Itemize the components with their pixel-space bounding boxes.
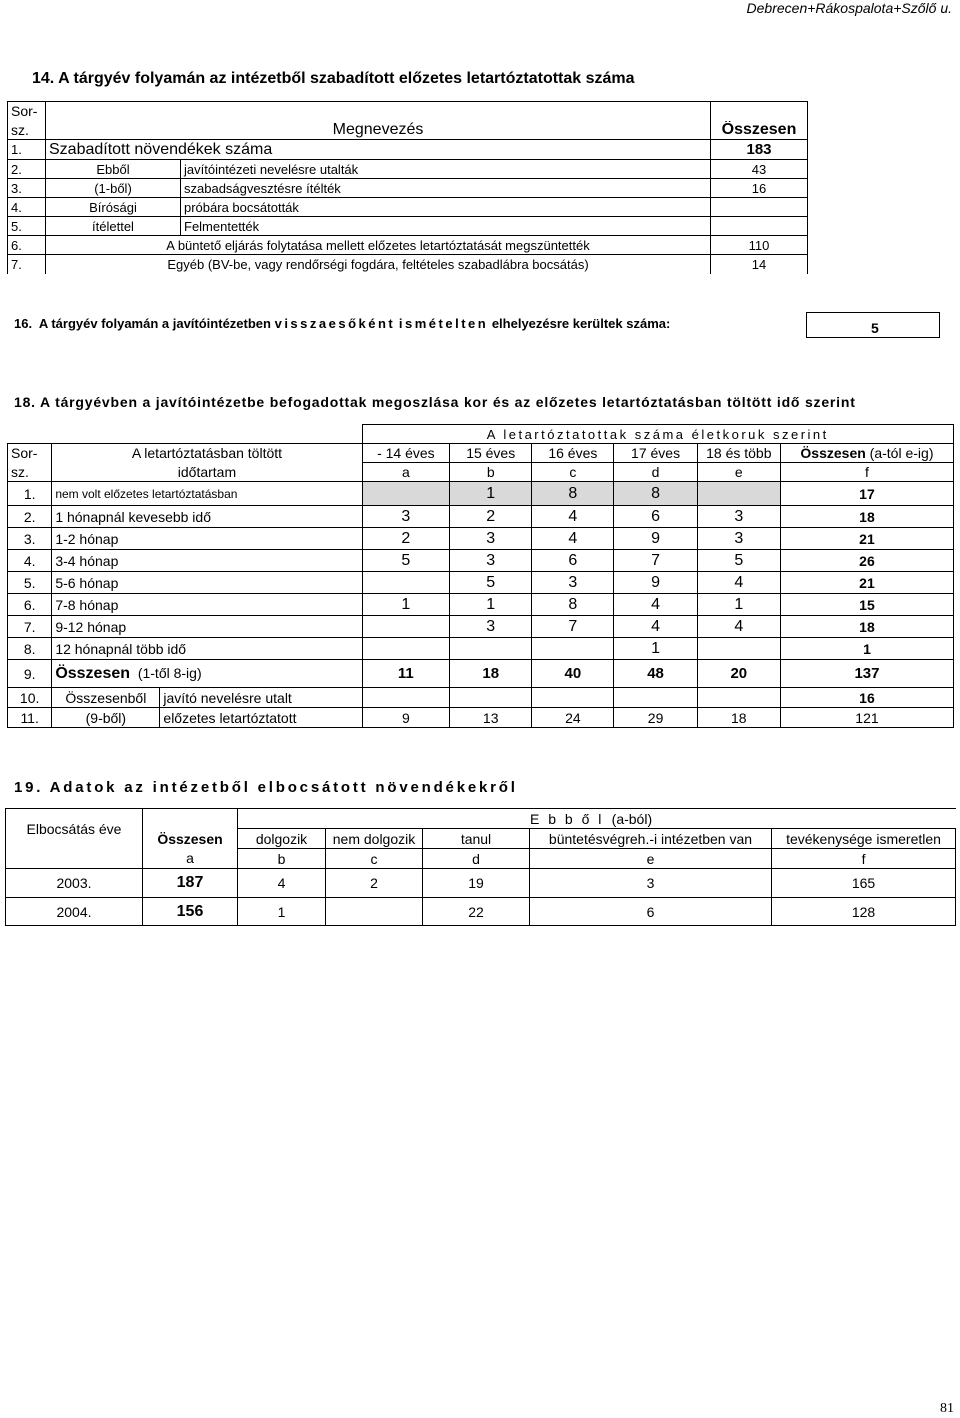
table-row: 10. Összesenből javító nevelésre utalt 16 — [8, 688, 954, 708]
table-row: 11. (9-ből) előzetes letartóztatott 9 13 24 29 18 121 — [8, 708, 954, 728]
section-16-title: 16. A tárgyév folyamán a javítóintézetben visszaesőként ismételten elhelyezésre kerültek száma: — [14, 316, 671, 331]
section-18-title: 18. A tárgyévben a javítóintézetbe befogadottak megoszlása kor és az előzetes letartóztatásban töltött idő szerint — [14, 394, 856, 410]
table-18-header-desc: A letartóztatásban töltött — [52, 444, 362, 463]
table-14 — [7, 101, 808, 274]
section-19-title: 19. Adatok az intézetből elbocsátott növendékekről — [14, 779, 518, 796]
table-row: 8. 12 hónapnál több idő 1 1 — [8, 638, 954, 660]
table-row: 1. Szabadított növendékek száma 183 — [8, 140, 808, 160]
table-row: 3. (1-ből) szabadságvesztésre ítélték 16 — [8, 179, 808, 198]
table-14-header-sor: Sor- — [8, 102, 46, 121]
table-row: 2. 1 hónapnál kevesebb idő 3 2 4 6 3 18 — [8, 506, 954, 528]
table-14-header-name: Megnevezés — [46, 121, 711, 140]
page-header: Debrecen+Rákospalota+Szőlő u. — [746, 0, 952, 16]
table-row: 5. 5-6 hónap 5 3 9 4 21 — [8, 572, 954, 594]
section-14-title: 14. A tárgyév folyamán az intézetből szabadított előzetes letartóztatottak száma — [32, 70, 635, 87]
table-row: 1. nem volt előzetes letartóztatásban 1 8 8 17 — [8, 482, 954, 506]
table-19-group-header: E b b ő l — [530, 810, 604, 827]
table-18-group-header: A letartóztatottak száma életkoruk szerint — [362, 425, 953, 444]
table-18-header-sor: Sor- — [8, 444, 52, 463]
table-14-header-sz: sz. — [8, 121, 46, 140]
table-row: 7. 9-12 hónap 3 7 4 4 18 — [8, 616, 954, 638]
table-19: Elbocsátás éve E b b ő l (a-ból) Összesen dolgozik nem dolgozik tanul büntetésvégreh.-i intézetben van tevékenysége ismeretlen a b c d e f 2003. 187 4 2 19 3 165 2004. 156 1 22 6 128 — [5, 808, 956, 926]
section-16-value: 5 — [806, 312, 940, 338]
table-18: A letartóztatottak száma életkoruk szerint Sor- A letartóztatásban töltött - 14 éves 15 éves 16 éves 17 éves 18 és több Összesen (a-tól e-ig) sz. időtartam a b c d e f 1. nem volt előzetes letartóztatásban 1 8 8 17 2. 1 hónapnál kevesebb idő 3 2 4 6 3 18 3. 1-2 hónap 2 3 4 9 3 21 4. 3-4 hónap 5 3 6 7 5 26 5. 5-6 hónap 5 3 9 4 21 6. 7-8 hónap 1 1 8 4 1 15 7. 9-12 hónap 3 7 4 4 18 8. 12 hónapnál több idő 1 1 9. Összesen (1-től 8-ig) 11 18 40 48 20 137 10. Összesenből javító nevelésre utalt 16 11. (9-ből) előzetes letartóztatott 9 13 24 29 18 121 — [7, 424, 954, 728]
table-row: 4. Bírósági próbára bocsátották — [8, 198, 808, 217]
table-row: 7. Egyéb (BV-be, vagy rendőrségi fogdára, feltételes szabadlábra bocsátás) 14 — [8, 255, 808, 274]
table-row: 6. A büntető eljárás folytatása mellett előzetes letartóztatását megszüntették 110 — [8, 236, 808, 255]
table-19-header-total: Összesen — [143, 829, 238, 849]
table-row: 2003. 187 4 2 19 3 165 — [6, 869, 956, 898]
page-number: 81 — [940, 1401, 954, 1416]
table-row-total: 9. Összesen (1-től 8-ig) 11 18 40 48 20 137 — [8, 660, 954, 688]
table-row: 3. 1-2 hónap 2 3 4 9 3 21 — [8, 528, 954, 550]
table-row: 4. 3-4 hónap 5 3 6 7 5 26 — [8, 550, 954, 572]
table-19-header-year: Elbocsátás éve — [6, 809, 143, 849]
table-row: 6. 7-8 hónap 1 1 8 4 1 15 — [8, 594, 954, 616]
table-14-header-total: Összesen — [711, 121, 808, 140]
table-row: 5. ítélettel Felmentették — [8, 217, 808, 236]
table-row: 2004. 156 1 22 6 128 — [6, 898, 956, 926]
table-row: 2. Ebből javítóintézeti nevelésre utalták 43 — [8, 160, 808, 179]
